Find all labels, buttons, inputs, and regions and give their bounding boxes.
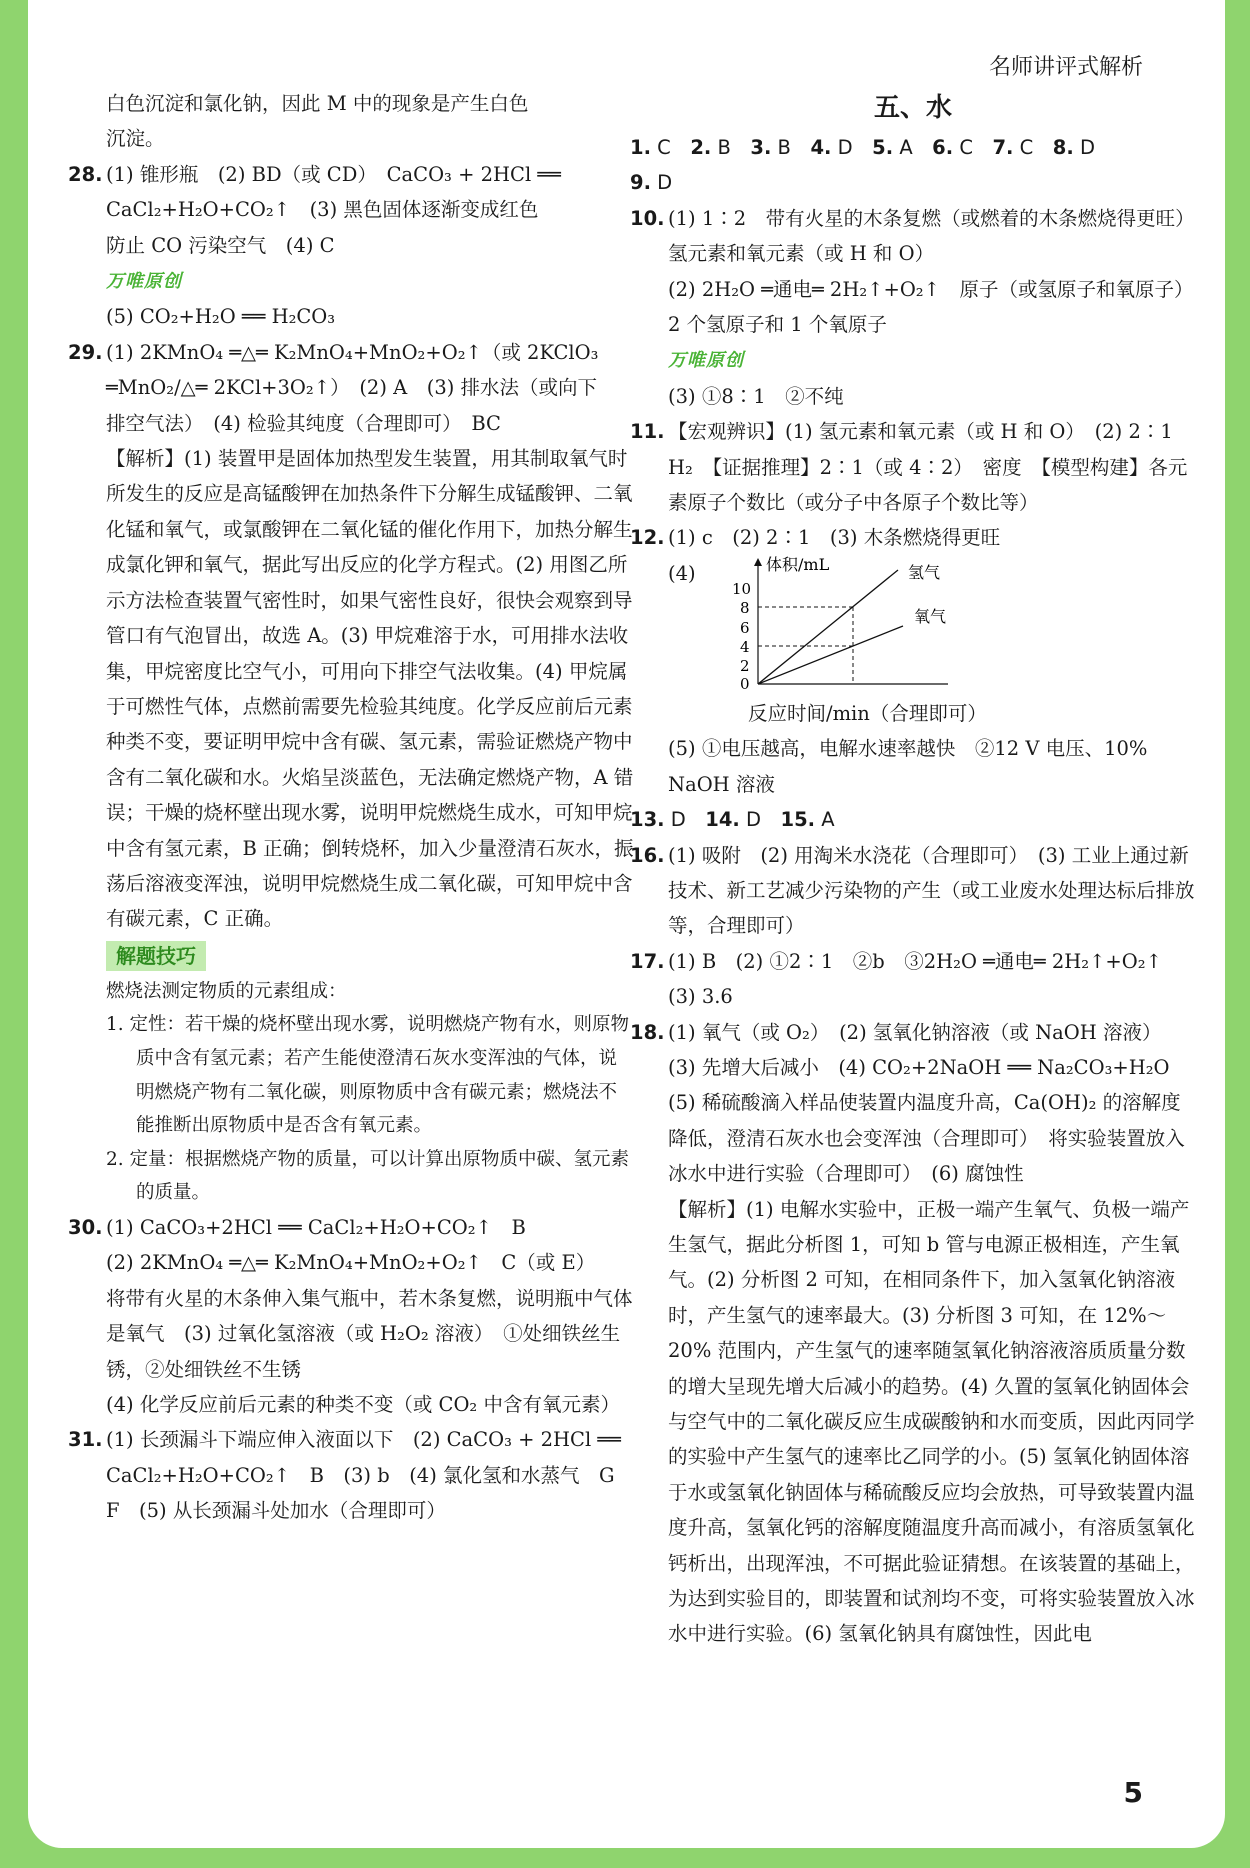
question-number: 9. (630, 171, 651, 195)
tip-tag: 解题技巧 (106, 941, 206, 971)
analysis-text: 【解析】(1) 电解水实验中，正极一端产生氧气、负极一端产生氢气，据此分析图 1，可知 b 管与电源正极相连，产生氧气。(2) 分析图 2 可知，在相同条件下，加入氢氧化钠溶液时，产生氢气的速率最大。(3) 分析图 3 可知，在 12%～20% 范围内，产生氢气的速率随氢氧化钠溶液溶质质量分数的增大呈现先增大后减小的趋势。(4) 久置的氢氧化钠固体会与空气中的二氧化碳反应生成碳酸钠和水而变质，因此丙同学的实验中产生氢气的速率比乙同学的小。(5) 氢氧化钠固体溶于水或氢氧化钠固体与稀硫酸反应均会放热，可导致装置内温度升高，氢氧化钙的溶解度随温度升高而减小，有溶质氢氧化钙析出，出现浑浊，不可据此验证猜想。在该装置的基础上，为达到实验目的，即装置和试剂均不变，可将实验装置放入冰水中进行实验。(6) 氢氧化钠具有腐蚀性，因此电 (668, 1197, 1195, 1646)
question-number: 31. (68, 1428, 103, 1452)
y-axis-label: 体积/mL (766, 555, 830, 574)
question-number: 1. (630, 136, 651, 159)
answer-text: 防止 CO 污染空气 (4) C (106, 233, 335, 257)
answer-text: ═MnO₂/△═ 2KCl+3O₂↑） (2) A (3) 排水法（或向下 (106, 376, 598, 400)
answer-choice: C (650, 136, 691, 159)
volume-time-graph (668, 556, 1196, 696)
question-number: 13. (630, 808, 665, 832)
answer-text: (2) 2KMnO₄ ═△═ K₂MnO₄+MnO₂+O₂↑ C（或 E） (106, 1251, 596, 1275)
original-tag: 万唯原创 (668, 350, 744, 372)
answer-choice: D (1073, 136, 1095, 159)
tip-intro: 燃烧法测定物质的元素组成： (106, 980, 347, 1002)
page (28, 0, 1225, 1848)
question-number: 11. (630, 420, 665, 444)
oxygen-line (758, 626, 903, 684)
y-tick-label: 2 (740, 656, 750, 675)
left-column (68, 86, 634, 1529)
answer-text: (4) 化学反应前后元素的种类不变（或 CO₂ 中含有氧元素） (106, 1392, 620, 1416)
question-31 (68, 1422, 634, 1528)
answer-text: 【宏观辨识】(1) 氢元素和氧元素（或 H 和 O） (2) 2∶1 H₂ 【证据推理】2∶1（或 4∶2） 密度 【模型构建】各元素原子个数比（或分子中各原子个数比等） (668, 420, 1193, 515)
question-number: 4. (810, 136, 832, 159)
mc-answers-1 (630, 130, 1196, 165)
answer-text: (1) 长颈漏斗下端应伸入液面以下 (2) CaCO₃ + 2HCl ══ CaCl₂+H₂O+CO₂↑ B (3) b (4) 氯化氢和水蒸气 G F (5) 从长颈漏斗处加水（合理即可） (106, 1428, 635, 1523)
y-axis-arrow (754, 558, 762, 566)
answer-choice: C (1013, 136, 1053, 159)
sub-question-label: (4) (668, 561, 696, 585)
question-17 (630, 944, 1196, 1015)
question-number: 10. (630, 206, 665, 230)
tip-box (68, 937, 634, 1210)
page-number: 5 (1123, 1776, 1143, 1809)
answer-text: (2) 2H₂O ═通电═ 2H₂↑+O₂↑ 原子（或氢原子和氧原子） 2 个氢原子和 1 个氧原子 (668, 277, 1204, 337)
question-30 (68, 1210, 634, 1422)
answer-choice: B (711, 136, 751, 159)
y-tick-label: 4 (740, 637, 750, 656)
y-tick-label: 0 (740, 674, 750, 693)
question-number: 15. (780, 808, 816, 832)
question-number: 2. (690, 136, 712, 159)
answer-text: (1) 1∶2 带有火星的木条复燃（或燃着的木条燃烧得更旺） 氢元素和氧元素（或 H 和 O） (668, 206, 1205, 266)
answer-text: (1) 锥形瓶 (2) BD（或 CD） CaCO₃ + 2HCl ══ (106, 162, 561, 186)
question-number: 17. (630, 949, 665, 973)
answer-choice: D (650, 171, 673, 195)
q27-continuation (68, 86, 634, 157)
answer-text: (1) 吸附 (2) 用淘米水浇花（合理即可） (3) 工业上通过新技术、新工艺减少污染物的产生（或工业废水处理达标后排放等，合理即可） (668, 843, 1195, 938)
answer-text: 将带有火星的木条伸入集气瓶中，若木条复燃，说明瓶中气体是氧气 (3) 过氧化氢溶液（或 H₂O₂ 溶液） ①处细铁丝生锈，②处细铁丝不生锈 (106, 1286, 633, 1381)
question-number: 28. (68, 162, 103, 186)
question-29 (68, 335, 634, 937)
question-18 (630, 1015, 1196, 1652)
answer-choice: B (771, 136, 811, 159)
answer-text: (1) 2KMnO₄ ═△═ K₂MnO₄+MnO₂+O₂↑（或 2KClO₃ (106, 340, 599, 364)
section-title: 五、水 (873, 93, 952, 123)
question-number: 18. (630, 1020, 665, 1044)
question-number: 16. (630, 843, 665, 867)
answer-text: (1) c (2) 2∶1 (3) 木条燃烧得更旺 (668, 526, 1001, 550)
answer-choice: C (953, 136, 993, 159)
question-number: 14. (705, 808, 740, 832)
hydrogen-line (758, 570, 898, 684)
oxygen-label: 氧气 (914, 606, 947, 626)
answer-choice: D (831, 136, 873, 159)
answer-text: (1) B (2) ①2∶1 ②b ③2H₂O ═通电═ 2H₂↑+O₂↑ (3) 3.6 (668, 949, 1182, 1009)
text-line: 白色沉淀和氯化钠，因此 M 中的现象是产生白色 (106, 92, 529, 115)
question-12 (630, 520, 1196, 802)
question-number: 12. (630, 526, 665, 550)
page-header: 名师讲评式解析 (988, 55, 1143, 80)
y-tick-label: 10 (732, 579, 752, 598)
tip-item: 1. 定性：若干燥的烧杯壁出现水雾，说明燃烧产物有水，则原物质中含有氢元素；若产生能使澄清石灰水变浑浊的气体，说明燃烧产物有二氧化碳，则原物质中含有碳元素；燃烧法不能推断出原物质中是否含有氧元素。 (106, 1014, 630, 1137)
question-28 (68, 157, 634, 335)
original-tag: 万唯原创 (106, 271, 182, 293)
tip-item: 2. 定量：根据燃烧产物的质量，可以计算出原物质中碳、氢元素的质量。 (106, 1148, 630, 1204)
answer-text: (1) 氧气（或 O₂） (2) 氢氧化钠溶液（或 NaOH 溶液） (3) 先增大后减小 (4) CO₂+2NaOH ══ Na₂CO₃+H₂O (5) 稀硫酸滴入样品使装置内温度升高，Ca(OH)₂ 的溶解度降低，澄清石灰水也会变浑浊（合理即可） 将实验装置放入冰水中进行实验（合理即可） (6) 腐蚀性 (668, 1020, 1190, 1186)
answer-text: (3) ①8∶1 ②不纯 (668, 384, 844, 408)
mc-answers-2 (630, 165, 1196, 200)
answer-choice: D (664, 808, 706, 832)
answer-choice: A (815, 808, 835, 832)
question-number: 29. (68, 340, 103, 364)
question-number: 5. (872, 136, 894, 159)
answer-choice: A (893, 136, 933, 159)
question-number: 6. (932, 136, 954, 159)
question-number: 8. (1052, 136, 1074, 159)
question-10 (630, 201, 1205, 414)
graph-svg (718, 556, 1138, 696)
answer-text: (5) CO₂+H₂O ══ H₂CO₃ (106, 305, 336, 329)
answer-text: (1) CaCO₃+2HCl ══ CaCl₂+H₂O+CO₂↑ B (106, 1215, 526, 1239)
right-column (630, 86, 1205, 1652)
answer-choice: D (739, 808, 781, 832)
hydrogen-label: 氢气 (908, 562, 941, 582)
mc-answers-3 (630, 802, 1196, 837)
question-number: 7. (992, 136, 1014, 159)
question-16 (630, 838, 1196, 944)
y-tick-label: 8 (740, 598, 750, 617)
y-tick-label: 6 (740, 618, 750, 637)
answer-text: (5) ①电压越高，电解水速率越快 ②12 V 电压、10% NaOH 溶液 (668, 737, 1148, 796)
question-11 (630, 414, 1196, 520)
analysis-text: 【解析】(1) 装置甲是固体加热型发生装置，用其制取氧气时所发生的反应是高锰酸钾在加热条件下分解生成锰酸钾、二氧化锰和氧气，或氯酸钾在二氧化锰的催化作用下，加热分解生成氯化钾和氧气，据此写出反应的化学方程式。(2) 用图乙所示方法检查装置气密性时，如果气密性良好，很快会观察到导管口有气泡冒出，故选 A。(3) 甲烷难溶于水，可用排水法收集，甲烷密度比空气小，可用向下排空气法收集。(4) 甲烷属于可燃性气体，点燃前需要先检验其纯度。化学反应前后元素种类不变，要证明甲烷中含有碳、氢元素，需验证燃烧产物中含有二氧化碳和水。火焰呈淡蓝色，无法确定燃烧产物，A 错误；干燥的烧杯壁出现水雾，说明甲烷燃烧生成水，可知甲烷中含有氢元素，B 正确；倒转烧杯，加入少量澄清石灰水，振荡后溶液变浑浊，说明甲烷燃烧生成二氧化碳，可知甲烷中含有碳元素，C 正确。 (106, 447, 634, 931)
question-number: 30. (68, 1215, 103, 1239)
answer-text: 排空气法） (4) 检验其纯度（合理即可） BC (106, 411, 501, 435)
answer-text: CaCl₂+H₂O+CO₂↑ (3) 黑色固体逐渐变成红色 (106, 198, 539, 222)
question-number: 3. (750, 136, 772, 159)
x-axis-label: 反应时间/min（合理即可） (748, 701, 987, 725)
text-line: 沉淀。 (106, 127, 165, 151)
